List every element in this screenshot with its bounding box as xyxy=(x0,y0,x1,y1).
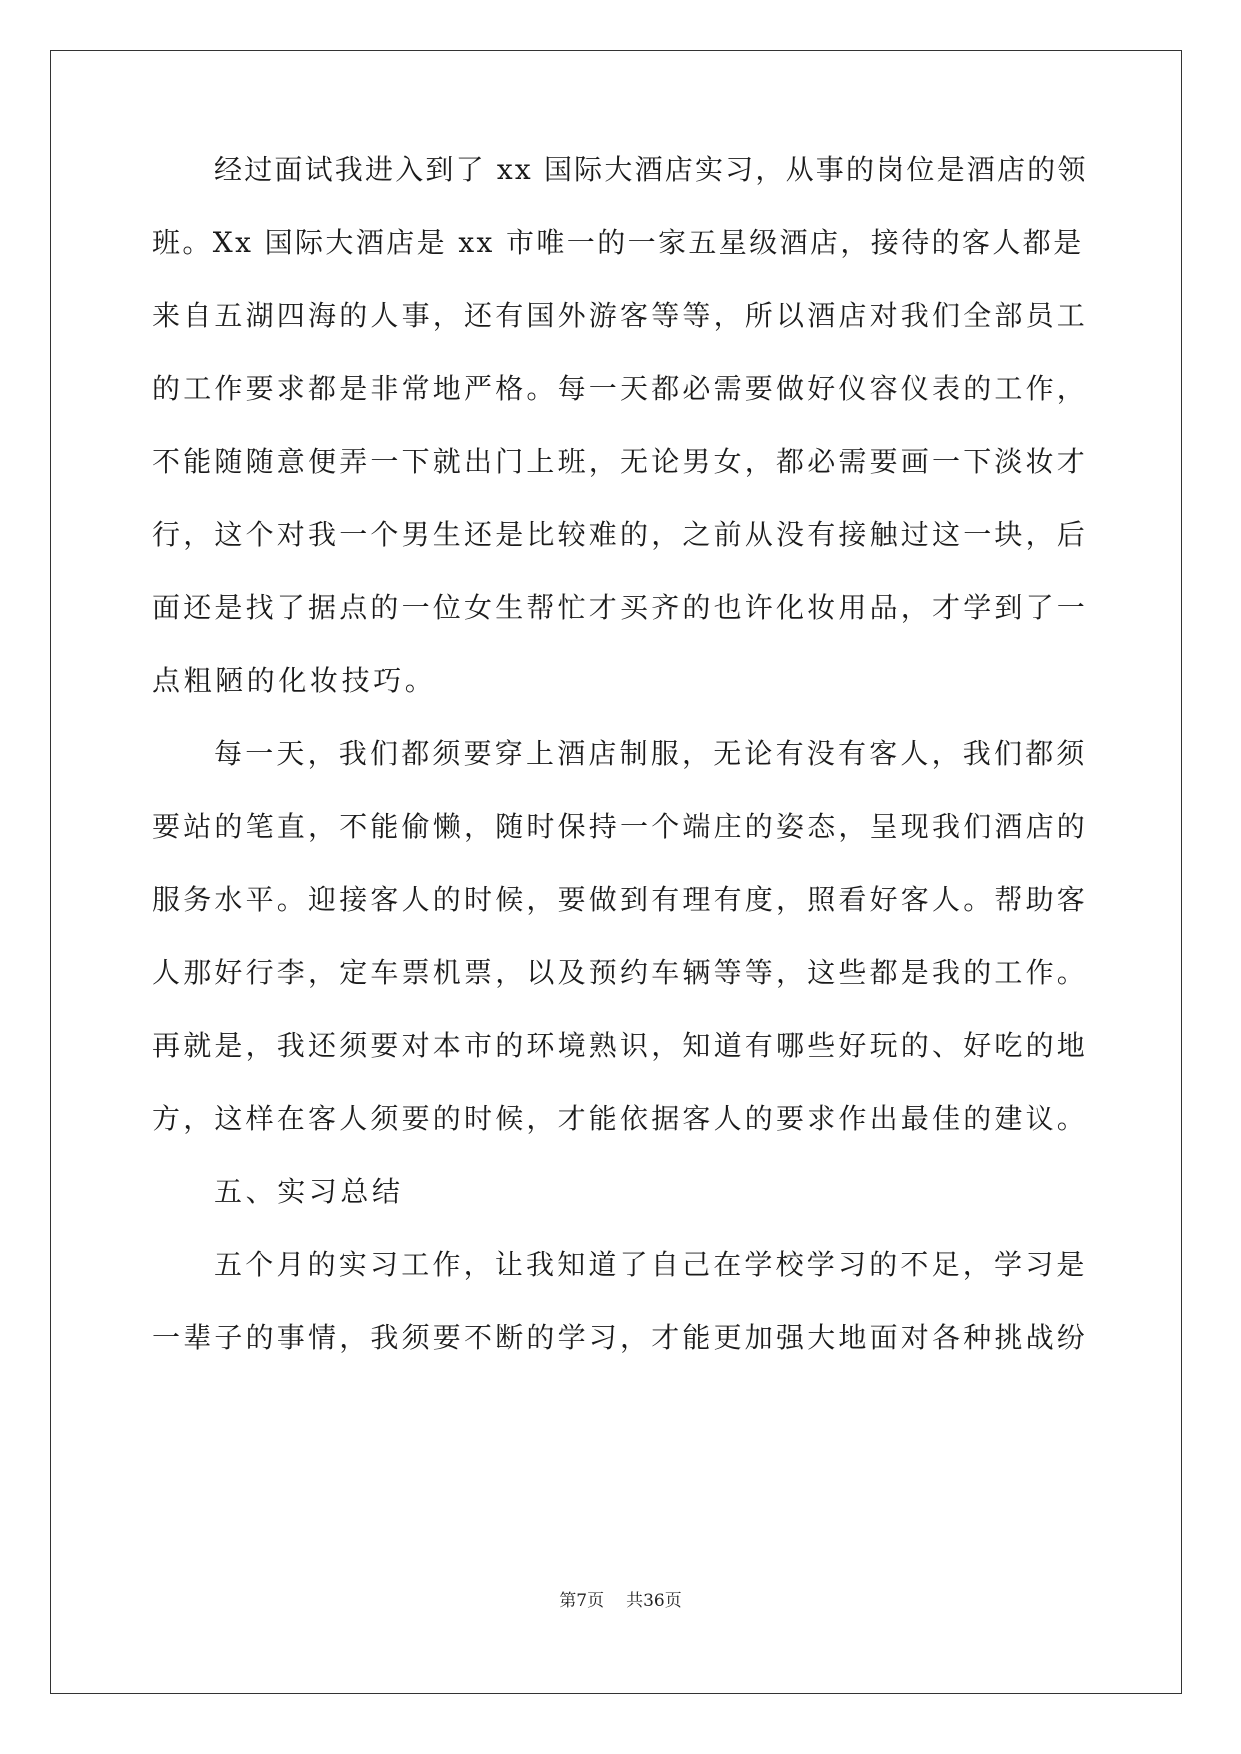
paragraph-2-line-1: 每一天，我们都须要穿上酒店制服，无论有没有客人，我们都须 xyxy=(214,737,1088,770)
paragraph-1-line-5: 不能随随意便弄一下就出门上班，无论男女，都必需要画一下淡妆才 xyxy=(152,445,1089,478)
section-heading: 五、实习总结 xyxy=(214,1175,404,1208)
paragraph-1-line-3: 来自五湖四海的人事，还有国外游客等等，所以酒店对我们全部员工 xyxy=(152,299,1089,332)
page-footer xyxy=(0,1589,1241,1613)
paragraph-1-line-4: 的工作要求都是非常地严格。每一天都必需要做好仪容仪表的工作， xyxy=(152,372,1089,405)
paragraph-2-line-6: 方，这样在客人须要的时候，才能依据客人的要求作出最佳的建议。 xyxy=(152,1102,1089,1135)
paragraph-2-line-2: 要站的笔直，不能偷懒，随时保持一个端庄的姿态，呈现我们酒店的 xyxy=(152,810,1089,843)
paragraph-3-line-2: 一辈子的事情，我须要不断的学习，才能更加强大地面对各种挑战纷 xyxy=(152,1321,1089,1354)
paragraph-2-line-5: 再就是，我还须要对本市的环境熟识，知道有哪些好玩的、好吃的地 xyxy=(152,1029,1089,1062)
paragraph-2-line-3: 服务水平。迎接客人的时候，要做到有理有度，照看好客人。帮助客 xyxy=(152,883,1089,916)
paragraph-1-line-2: 班。Xx 国际大酒店是 xx 市唯一的一家五星级酒店，接待的客人都是 xyxy=(152,226,1084,259)
page-total: 共36页 xyxy=(626,1591,682,1611)
paragraph-3-line-1: 五个月的实习工作，让我知道了自己在学校学习的不足，学习是 xyxy=(214,1248,1088,1281)
paragraph-2-line-4: 人那好行李，定车票机票，以及预约车辆等等，这些都是我的工作。 xyxy=(152,956,1089,989)
paragraph-1-line-7: 面还是找了据点的一位女生帮忙才买齐的也许化妆用品，才学到了一 xyxy=(152,591,1089,624)
page-number: 第7页 xyxy=(559,1591,605,1611)
paragraph-1-line-6: 行，这个对我一个男生还是比较难的，之前从没有接触过这一块，后 xyxy=(152,518,1089,551)
paragraph-1-line-1: 经过面试我进入到了 xx 国际大酒店实习，从事的岗位是酒店的领 xyxy=(214,153,1088,186)
paragraph-1-line-8: 点粗陋的化妆技巧。 xyxy=(152,664,437,697)
